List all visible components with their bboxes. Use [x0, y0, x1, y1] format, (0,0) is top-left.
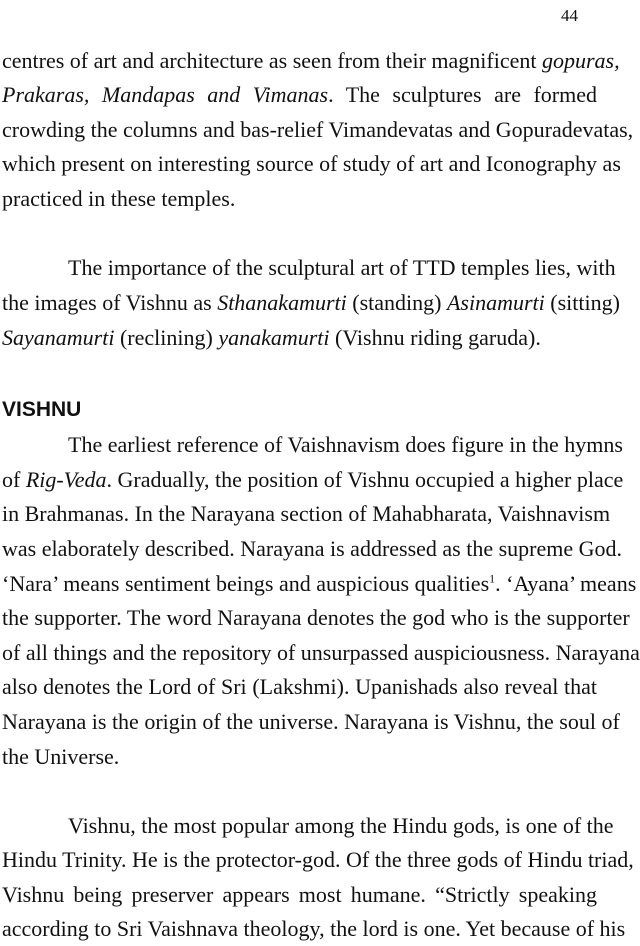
page-number: 44 — [561, 6, 578, 25]
italic-term: Prakaras, Mandapas and Vimanas — [2, 82, 329, 107]
italic-term: Sthanakamurti — [217, 290, 347, 315]
text-line: the supporter. The word Narayana denotes the god who is the supporter — [2, 605, 630, 630]
text-line: The importance of the sculptural art of TTD temples lies, with — [68, 255, 616, 280]
text-span: (reclining) — [114, 325, 219, 350]
italic-term: Rig-Veda — [25, 467, 107, 492]
italic-term: gopuras, — [541, 48, 620, 73]
italic-term: Sayanamurti — [2, 325, 115, 350]
text-line: The earliest reference of Vaishnavism does figure in the hymns — [68, 432, 623, 457]
text-span: . Gradually, the position of Vishnu occupied a higher place — [106, 467, 624, 492]
italic-term: yanakamurti — [218, 325, 330, 350]
text-line — [2, 571, 637, 597]
text-line: practiced in these temples. — [2, 186, 236, 211]
text-span: ‘Nara’ means sentiment beings and auspicious qualities — [2, 571, 490, 596]
text-span: . ‘Ayana’ means — [495, 571, 637, 596]
text-line: of all things and the repository of unsurpassed auspiciousness. Narayana — [2, 640, 640, 665]
text-span: centres of art and architecture as seen from their magnificent — [2, 48, 542, 73]
text-line: the Universe. — [2, 744, 120, 769]
text-line — [2, 325, 597, 351]
text-line: crowding the columns and bas-relief Vimandevatas and Gopuradevatas, — [2, 117, 634, 142]
text-span: (standing) — [346, 290, 447, 315]
text-line — [2, 48, 620, 74]
text-line: according to Sri Vaishnava theology, the lord is one. Yet because of his — [2, 916, 626, 941]
text-line: Narayana is the origin of the universe. Narayana is Vishnu, the soul of — [2, 709, 620, 734]
footnote-marker: 1 — [489, 571, 496, 586]
text-line — [2, 467, 624, 493]
text-line: Hindu Trinity. He is the protector-god. Of the three gods of Hindu triad, — [2, 847, 634, 872]
text-line: was elaborately described. Narayana is addressed as the supreme God. — [2, 536, 623, 561]
text-span: of — [2, 467, 26, 492]
text-line: which present on interesting source of study of art and Iconography as — [2, 151, 621, 176]
italic-term: Asinamurti — [446, 290, 545, 315]
text-span: . The sculptures are formed — [328, 82, 597, 107]
text-line: in Brahmanas. In the Narayana section of Mahabharata, Vaishnavism — [2, 501, 611, 526]
text-line: Vishnu being preserver appears most humane. “Strictly speaking — [2, 882, 597, 907]
text-line — [2, 290, 620, 316]
text-span: (Vishnu riding garuda). — [329, 325, 541, 350]
text-line: Vishnu, the most popular among the Hindu gods, is one of the — [68, 813, 614, 838]
text-line: also denotes the Lord of Sri (Lakshmi). Upanishads also reveal that — [2, 674, 597, 699]
text-span: the images of Vishnu as — [2, 290, 218, 315]
text-span: (sitting) — [544, 290, 620, 315]
section-heading: VISHNU — [2, 398, 82, 421]
text-line — [2, 82, 597, 108]
